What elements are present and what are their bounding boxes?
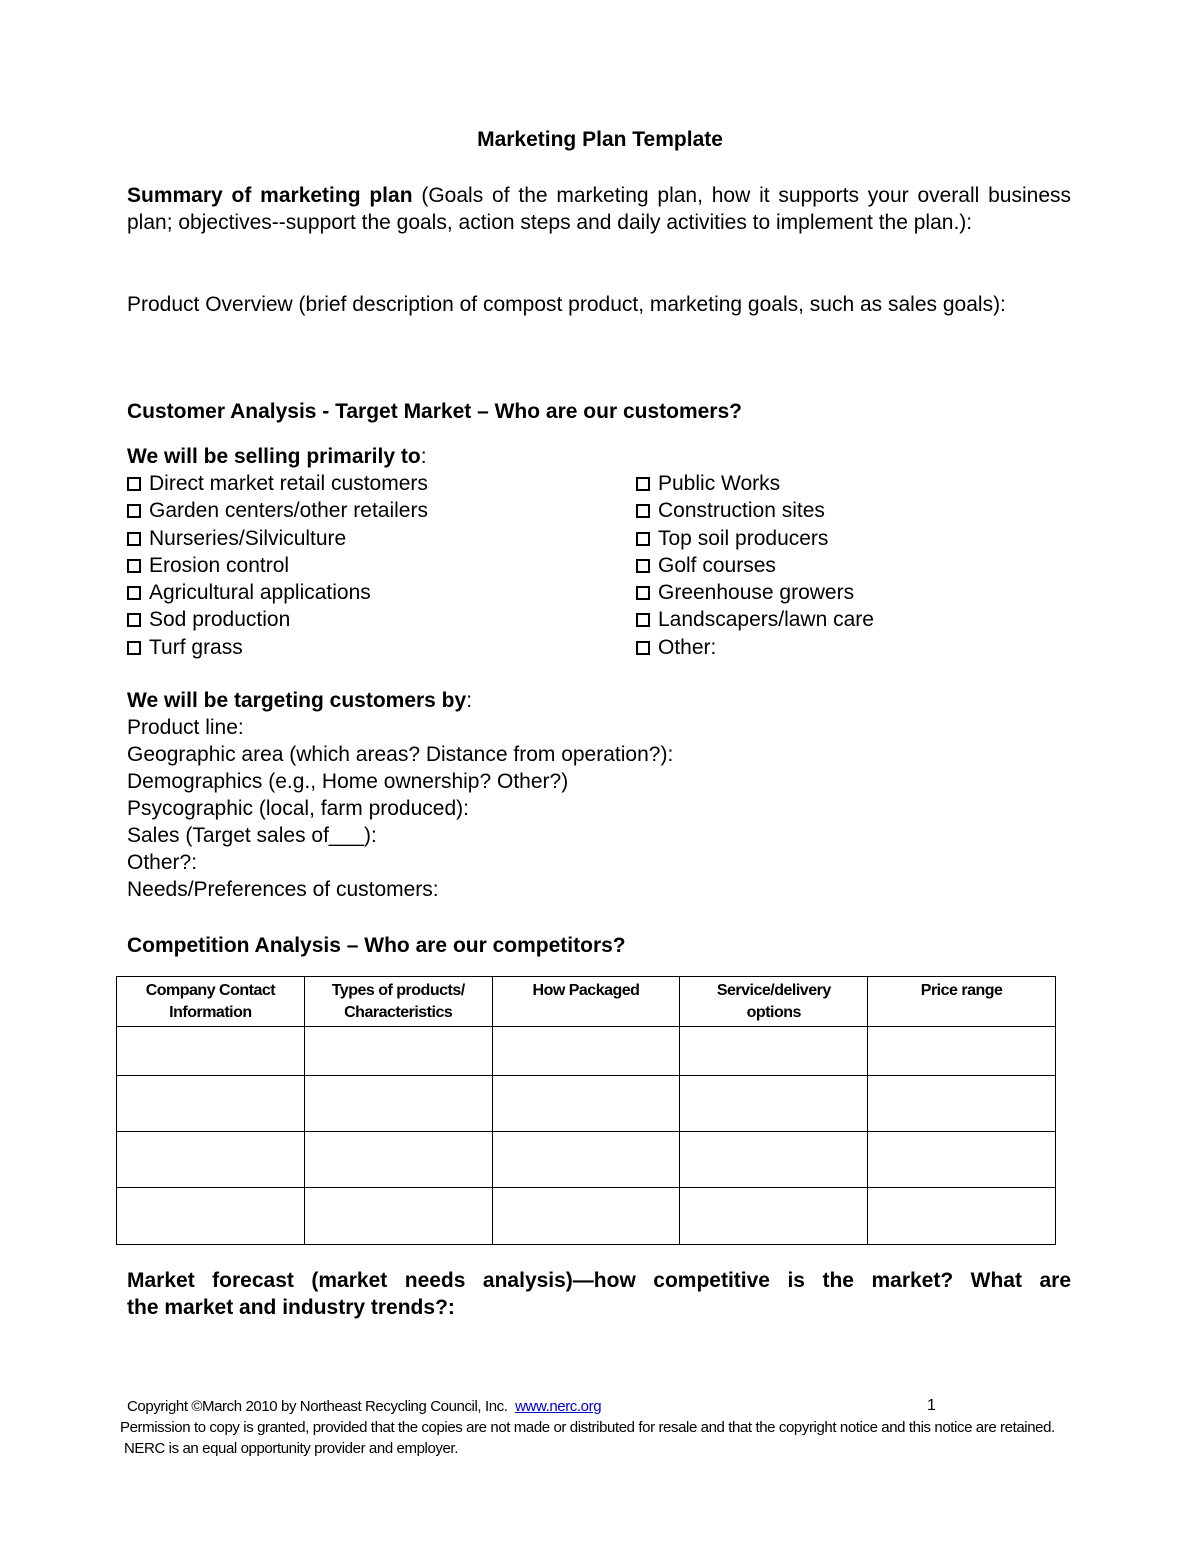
checkbox-label: Sod production [149, 608, 291, 632]
targeting-item: Needs/Preferences of customers: [127, 878, 439, 901]
table-header-cell [680, 977, 868, 1027]
checkbox-label: Agricultural applications [149, 581, 371, 605]
footer-equal-opportunity: NERC is an equal opportunity provider and employer. [124, 1440, 458, 1457]
checkbox-label: Erosion control [149, 553, 290, 577]
table-cell[interactable] [868, 1188, 1056, 1245]
table-cell[interactable] [117, 1027, 305, 1076]
competition-table [116, 976, 1056, 1245]
table-cell[interactable] [680, 1132, 868, 1188]
checkbox-label: Top soil producers [658, 526, 829, 550]
targeting-item: Psycographic (local, farm produced): [127, 797, 469, 820]
selling_left-item[interactable] [127, 525, 428, 552]
checkbox[interactable] [636, 641, 650, 655]
checkbox-label: Greenhouse growers [658, 581, 855, 605]
checkbox[interactable] [127, 532, 141, 546]
table-row [117, 1188, 1056, 1245]
table-header-cell [868, 977, 1056, 1027]
market-forecast-line-2: the market and industry trends?: [127, 1296, 455, 1319]
table-cell[interactable] [868, 1132, 1056, 1188]
table-header-cell [492, 977, 680, 1027]
checkbox-label: Nurseries/Silviculture [149, 526, 347, 550]
checkbox[interactable] [636, 586, 650, 600]
summary-paragraph [127, 182, 1071, 236]
table-header-text: How Packaged [532, 982, 640, 999]
checkbox[interactable] [636, 559, 650, 573]
product-overview-paragraph: Product Overview (brief description of compost product, marketing goals, such as sales goals): [127, 293, 1006, 316]
footer-copyright: Copyright ©March 2010 by Northeast Recycling Council, Inc. [127, 1398, 508, 1415]
competition-heading: Competition Analysis – Who are our competitors? [127, 934, 626, 957]
targeting-item: Other?: [127, 851, 198, 874]
page-title: Marketing Plan Template [477, 128, 723, 151]
selling_right-item[interactable] [636, 497, 874, 524]
footer-link[interactable]: www.nerc.org [515, 1398, 602, 1415]
selling-checklist-right [636, 470, 874, 661]
table-cell[interactable] [680, 1027, 868, 1076]
page-number: 1 [927, 1397, 936, 1414]
targeting-list [127, 714, 673, 903]
table-cell[interactable] [304, 1027, 492, 1076]
table-cell[interactable] [492, 1188, 680, 1245]
table-header-text: Types of products/ [331, 982, 465, 999]
table-cell[interactable] [304, 1132, 492, 1188]
targeting-item: Sales (Target sales of___): [127, 824, 377, 847]
table-header-text: Service/delivery [716, 982, 831, 999]
table-header-text: Company Contact [145, 982, 276, 999]
table-cell[interactable] [492, 1132, 680, 1188]
checkbox-label: Construction sites [658, 499, 825, 523]
selling_right-item[interactable] [636, 634, 874, 661]
selling_left-item[interactable] [127, 552, 428, 579]
table-cell[interactable] [492, 1076, 680, 1132]
checkbox-label: Turf grass [149, 635, 243, 659]
checkbox-label: Direct market retail customers [149, 472, 428, 495]
table-cell[interactable] [117, 1076, 305, 1132]
selling-checklist-left [127, 470, 428, 661]
checkbox-label: Golf courses [658, 553, 776, 577]
checkbox[interactable] [127, 559, 141, 573]
targeting-heading-text: We will be targeting customers by [127, 689, 467, 712]
table-cell[interactable] [304, 1188, 492, 1245]
table-cell[interactable] [680, 1076, 868, 1132]
selling_right-item[interactable] [636, 470, 874, 497]
summary-text: (Goals of the marketing plan, how it supports your overall business plan; objectives--support the goals, action steps and daily activities to implement the plan.): [127, 184, 1071, 234]
table-header-text: Characteristics [344, 1004, 453, 1021]
selling_right-item[interactable] [636, 552, 874, 579]
checkbox-label: Garden centers/other retailers [149, 499, 428, 523]
selling_right-item[interactable] [636, 579, 874, 606]
checkbox[interactable] [127, 504, 141, 518]
checkbox-label: Other: [658, 635, 717, 659]
checkbox[interactable] [127, 586, 141, 600]
footer-permission: Permission to copy is granted, provided that the copies are not made or distributed for resale and that the copyright notice and this notice are retained. [120, 1419, 1055, 1436]
selling-heading: We will be selling primarily to: [127, 445, 427, 468]
footer-copyright-line [127, 1398, 601, 1415]
targeting-heading: We will be targeting customers by: [127, 689, 473, 712]
table-cell[interactable] [117, 1188, 305, 1245]
selling_left-item[interactable] [127, 497, 428, 524]
table-cell[interactable] [117, 1132, 305, 1188]
table-row [117, 1076, 1056, 1132]
checkbox[interactable] [636, 504, 650, 518]
selling_left-item[interactable] [127, 579, 428, 606]
table-cell[interactable] [868, 1076, 1056, 1132]
competition-table-header [117, 977, 1056, 1027]
table-header-cell [117, 977, 305, 1027]
selling_right-item[interactable] [636, 525, 874, 552]
table-cell[interactable] [304, 1076, 492, 1132]
table-header-text: options [746, 1004, 801, 1021]
selling_left-item[interactable] [127, 634, 428, 661]
targeting-item: Demographics (e.g., Home ownership? Other?) [127, 770, 569, 793]
summary-label: Summary of marketing plan [127, 184, 413, 207]
checkbox-label: Landscapers/lawn care [658, 608, 874, 632]
table-row [117, 1027, 1056, 1076]
table-header-cell [304, 977, 492, 1027]
selling_right-item[interactable] [636, 606, 874, 633]
selling_left-item[interactable] [127, 606, 428, 633]
targeting-item: Geographic area (which areas? Distance from operation?): [127, 743, 674, 766]
customer-analysis-heading: Customer Analysis - Target Market – Who are our customers? [127, 400, 742, 423]
selling_left-item[interactable] [127, 470, 428, 497]
table-cell[interactable] [492, 1027, 680, 1076]
checkbox-label: Public Works [658, 472, 781, 495]
market-forecast-line-1: Market forecast (market needs analysis)—how competitive is the market? What are [127, 1269, 1071, 1292]
selling-heading-text: We will be selling primarily to [127, 445, 421, 468]
market-forecast-heading [127, 1267, 1071, 1321]
checkbox[interactable] [127, 641, 141, 655]
checkbox[interactable] [636, 532, 650, 546]
checkbox[interactable] [127, 477, 141, 491]
checkbox[interactable] [127, 613, 141, 627]
table-header-text: Price range [920, 982, 1003, 999]
competition-table-body [117, 1027, 1056, 1245]
targeting-item: Product line: [127, 716, 244, 739]
table-header-text: Information [169, 1004, 252, 1021]
table-row [117, 1132, 1056, 1188]
table-cell[interactable] [868, 1027, 1056, 1076]
table-cell[interactable] [680, 1188, 868, 1245]
checkbox[interactable] [636, 477, 650, 491]
checkbox[interactable] [636, 613, 650, 627]
